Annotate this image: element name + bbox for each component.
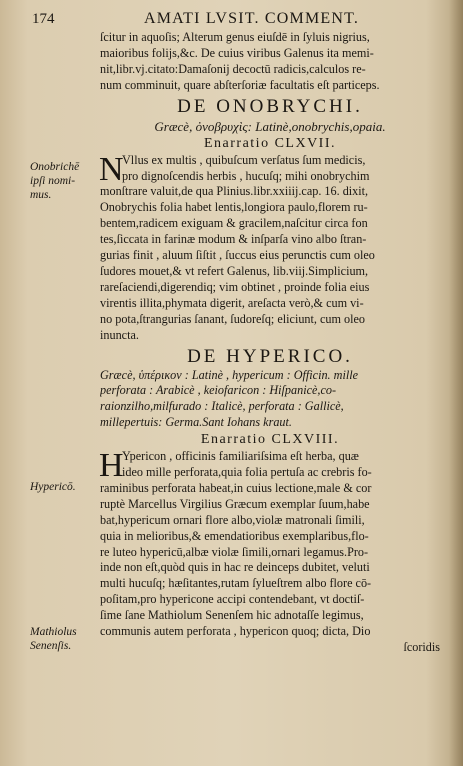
enarratio-heading: Enarratio CLXVII. [203,135,337,151]
text-line: multi hucuſq; hæſitantes,rutam ſylueſtrem albo flore cō- [100,576,372,591]
margin-note-hyperico [30,480,96,494]
page-number: 174 [32,11,55,27]
section-heading-onobrychi: DE ONOBRYCHI. [177,95,363,117]
names-hyperico [100,368,440,432]
text-line: nit,libr.vj.citato:Damaſonij decoctū radicis,calculos re- [100,61,366,76]
names-line: raionzilho,milfurado : Italicè, perforata : Gallicè, [100,399,344,414]
drop-cap: H [99,447,124,485]
text-line: ideo mille perforata,quia folia pertuſa ac crebris fo- [122,465,372,480]
margin-note-mathiolus [30,625,96,653]
names-line: perforata : Arabicè , keiofaricon : Hiſpanicè,co- [100,383,337,398]
text-line: num comminuit, quare abſterſoriæ facultatis eſt particeps. [100,77,380,92]
text-line: ſcitur in aquoſis; Alterum genus eiuſdē in ſyluis nigrius, [100,30,370,44]
text-line: Ypericon , officinis familiariſsima eſt herba, quæ [122,449,359,464]
text-line: quia in melioribus,& emendatioribus exemplaribus,flo- [100,528,369,543]
text-line: re luteo hypericū,albæ violæ ſimili,ornari legamus.Pro- [100,544,369,559]
margin-note-line: Onobrichē [30,161,80,173]
margin-note-line: ipſi nomi- [30,175,76,187]
names-onobrychi: Græcè, ὀνοβρυχὶς: Latinè,onobrychis,opaia. [154,118,386,134]
text-line: monſtrare valuit,de qua Plinius.libr.xxiiij.cap. 16. dixit, [100,184,369,199]
text-line: communis autem perforata , hypericon quoq; dicta, Dio [100,624,371,639]
catchword: ſcoridis [403,640,440,654]
text-line: poſitam,pro hypericone accipi contendebant, vt doctiſ- [100,592,365,607]
text-line: inuncta. [100,327,139,342]
page-edge-shadow [449,0,463,766]
text-line: bat,hypericum ornari flore albo,violæ matronali ſimili, [100,512,365,527]
text-line: pro dignoſcendis herbis , hucuſq; mihi onobrychim [122,168,370,183]
text-line: Onobrychis folia habet lentis,longiora paulo,florem ru- [100,200,368,215]
text-line: no pota,ſtrangurias ſanant, ſudoreſq; eliciunt, cum oleo [100,311,366,326]
text-line: ſime ſane Mathiolum Senenſem hic adnotaſſe legimus, [100,608,364,623]
names-line: millepertuis: Germa.Sant Iohans kraut. [100,415,292,430]
section-heading-hyperico: DE HYPERICO. [187,345,353,367]
text-line: inde non eſt,quòd quis in hac re deinceps dubitet, veluti [100,560,370,575]
names-line: Græcè, ὑπέρικον : Latinè , hypericum : Officin. mille [100,367,359,382]
enarratio-heading: Enarratio CLXVIII. [200,432,340,448]
running-header [32,8,452,30]
text-line: raminibus perforata habeat,in cuius lectione,male & cor [100,480,372,495]
drop-cap: N [99,150,124,188]
margin-note-line: Hypericō. [30,481,76,493]
text-line: Vllus ex multis , quibuſcum verſatus ſum medicis, [122,152,366,167]
running-title: AMATI LVSIT. COMMENT. [144,10,360,27]
text-line: tes,ſiccata in farinæ modum & inſparſa vino albo ſtran- [100,232,367,247]
margin-note-line: Senenſis. [30,640,72,652]
paragraph-onobrychi [99,150,440,344]
margin-note-line: Mathiolus [30,626,77,638]
paragraph-hyperico [100,449,440,656]
text-line: virentis illita,phymata digerit, areſacta verò,& cum vi- [100,295,364,310]
margin-note-line: mus. [30,189,52,201]
text-line: bentem,radicem exiguam & gracilem,naſcitur circa fon [100,216,368,231]
intro-paragraph [100,30,440,94]
margin-note-onobrychi [30,160,96,202]
text-line: rareſaciendi,digerendiq; vim obtinet , proinde folia eius [100,279,370,294]
text-line: ruptè Marcellus Virgilius Græcum exemplar ſuum,habe [100,496,370,511]
text-column [100,30,440,656]
text-line: gurias finit , aluum ſiſtit , ſuccus eius perunctis cum oleo [100,248,375,263]
text-line: ſudores mouet,& vt refert Galenus, lib.viij.Simplicium, [100,263,369,278]
text-line: maioribus folijs,&c. De cuius viribus Galenus ita memi- [100,45,374,60]
